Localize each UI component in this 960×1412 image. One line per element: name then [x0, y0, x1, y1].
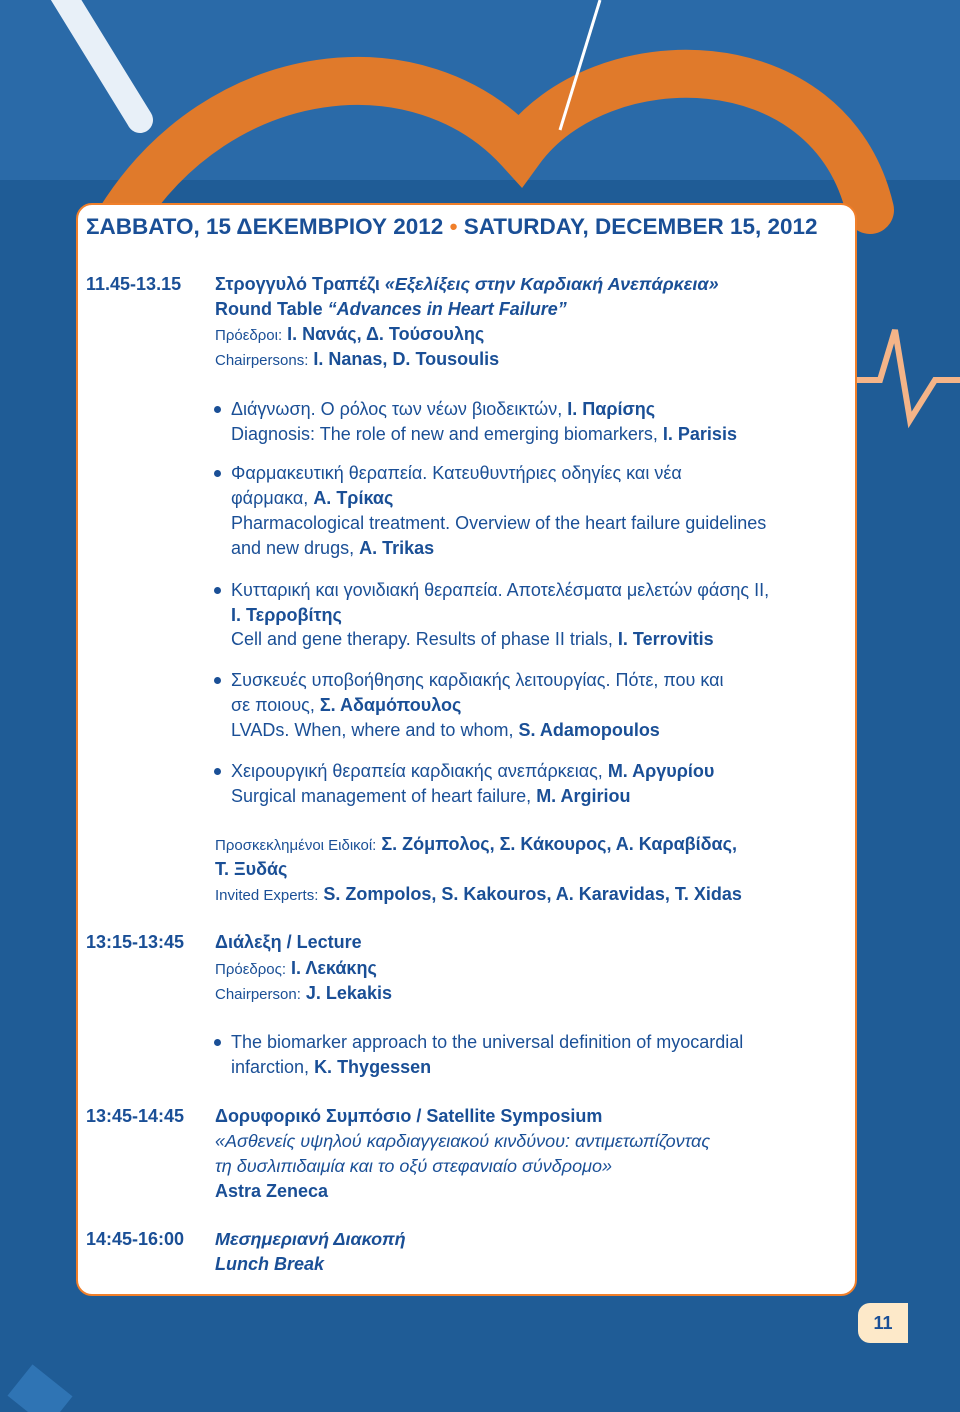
talk4-en: [231, 718, 660, 742]
chair-en-label: Chairperson:: [215, 986, 301, 1003]
chair-gr-label: Πρόεδρος:: [215, 961, 287, 978]
talk-speaker: Ι. Παρίσης: [567, 399, 656, 419]
talk2-en: Pharmacological treatment. Overview of the heart failure guidelines: [231, 513, 767, 533]
experts-gr: [215, 832, 737, 858]
chairs-en-label: Chairpersons:: [215, 352, 309, 369]
title-gr-prefix: Στρογγυλό Τραπέζι: [215, 274, 385, 294]
talk-speaker: K. Thygessen: [314, 1057, 432, 1077]
experts-gr-label: Προσκεκλημένοι Ειδικοί:: [215, 837, 377, 854]
day-header-greek: ΣΑΒΒΑΤΟ, 15 ΔΕΚΕΜΒΡΙΟΥ 2012: [86, 214, 444, 239]
session3-title: Δορυφορικό Συμπόσιο / Satellite Symposium: [215, 1106, 603, 1126]
talk-text: Cell and gene therapy. Results of phase II trials,: [231, 629, 613, 649]
talk4-gr: Συσκευές υποβοήθησης καρδιακής λειτουργίας. Πότε, που και: [231, 670, 724, 690]
session2-time: 13:15-13:45: [86, 932, 185, 952]
session1-chairs-en: [215, 347, 499, 373]
bullet-icon: [214, 1039, 221, 1046]
talk-speaker: I. Parisis: [662, 424, 737, 444]
experts-gr-names: Σ. Ζόμπολος, Σ. Κάκουρος, Α. Καραβίδας,: [381, 834, 737, 854]
talk-speaker: Μ. Αργυρίου: [607, 761, 715, 781]
talk3-gr: Κυτταρική και γονιδιακή θεραπεία. Αποτελέσματα μελετών φάσης ΙΙ,: [231, 580, 770, 600]
talk-text: and new drugs,: [231, 538, 355, 558]
talk-speaker: Α. Τρίκας: [313, 488, 394, 508]
talk-speaker: M. Argiriou: [536, 786, 631, 806]
session3-time: 13:45-14:45: [86, 1106, 185, 1126]
session2-chair-gr: [215, 956, 377, 982]
day-header-english: SATURDAY, DECEMBER 15, 2012: [463, 214, 818, 239]
talk5-gr: [231, 759, 714, 783]
session3-sponsor: Astra Zeneca: [215, 1181, 329, 1201]
talk-text: σε ποιους,: [231, 695, 315, 715]
talk5-en: [231, 784, 631, 808]
separator-dot: •: [449, 214, 464, 239]
talk4-gr2: [231, 693, 461, 717]
chair-gr-name: Ι. Λεκάκης: [291, 958, 377, 978]
talk1-en: [231, 422, 737, 446]
page-number: 11: [858, 1303, 908, 1343]
talk3-gr-speaker: Ι. Τερροβίτης: [231, 605, 342, 625]
lecture-title-2: [231, 1055, 431, 1079]
title-en-prefix: Round Table: [215, 299, 328, 319]
talk-text: Χειρουργική θεραπεία καρδιακής ανεπάρκειας,: [231, 761, 603, 781]
day-header: [86, 214, 856, 240]
talk-text: Διάγνωση. Ο ρόλος των νέων βιοδεικτών,: [231, 399, 563, 419]
experts-gr2: Τ. Ξυδάς: [215, 859, 288, 879]
session1-title-en: [215, 297, 567, 321]
experts-en-names: S. Zompolos, S. Kakouros, A. Karavidas, T. Xidas: [323, 884, 742, 904]
talk3-en: [231, 627, 714, 651]
session3-line2: τη δυσλιπιδαιμία και το οξύ στεφανιαίο σύνδρομο»: [215, 1156, 613, 1176]
session3-line1: «Ασθενείς υψηλού καρδιαγγειακού κινδύνου: αντιμετωπίζοντας: [215, 1131, 711, 1151]
bullet-icon: [214, 406, 221, 413]
talk-text: Surgical management of heart failure,: [231, 786, 532, 806]
session2-title: Διάλεξη / Lecture: [215, 932, 362, 952]
bullet-icon: [214, 677, 221, 684]
talk-speaker: A. Trikas: [359, 538, 435, 558]
talk-text: LVADs. When, where and to whom,: [231, 720, 514, 740]
bullet-icon: [214, 587, 221, 594]
title-gr-italic: «Εξελίξεις στην Καρδιακή Ανεπάρκεια»: [384, 274, 719, 294]
talk2-en2: [231, 536, 434, 560]
talk-text: Diagnosis: The role of new and emerging biomarkers,: [231, 424, 658, 444]
chairs-en-names: I. Nanas, D. Tousoulis: [313, 349, 500, 369]
session2-chair-en: [215, 981, 392, 1007]
chairs-gr-names: Ι. Νανάς, Δ. Τούσουλης: [287, 324, 485, 344]
talk2-gr: Φαρμακευτική θεραπεία. Κατευθυντήριες οδηγίες και νέα: [231, 463, 682, 483]
lecture-title: The biomarker approach to the universal definition of myocardial: [231, 1032, 744, 1052]
talk-speaker: S. Adamopoulos: [518, 720, 660, 740]
chairs-gr-label: Πρόεδροι:: [215, 327, 283, 344]
experts-en: [215, 882, 742, 908]
experts-en-label: Invited Experts:: [215, 887, 319, 904]
session4-title-en: Lunch Break: [215, 1254, 325, 1274]
session4-time: 14:45-16:00: [86, 1229, 185, 1249]
talk-text: infarction,: [231, 1057, 310, 1077]
bullet-icon: [214, 470, 221, 477]
chair-en-name: J. Lekakis: [305, 983, 392, 1003]
session1-title-gr: [215, 272, 719, 296]
title-en-italic: “Advances in Heart Failure”: [327, 299, 567, 319]
talk1-gr: [231, 397, 655, 421]
session1-time: 11.45-13.15: [86, 274, 182, 294]
talk2-gr2: [231, 486, 393, 510]
session4-title-gr: Μεσημεριανή Διακοπή: [215, 1229, 406, 1249]
bullet-icon: [214, 768, 221, 775]
talk-text: φάρμακα,: [231, 488, 309, 508]
talk-speaker: Σ. Αδαμόπουλος: [319, 695, 462, 715]
talk-speaker: I. Terrovitis: [617, 629, 714, 649]
session1-chairs-gr: [215, 322, 484, 348]
